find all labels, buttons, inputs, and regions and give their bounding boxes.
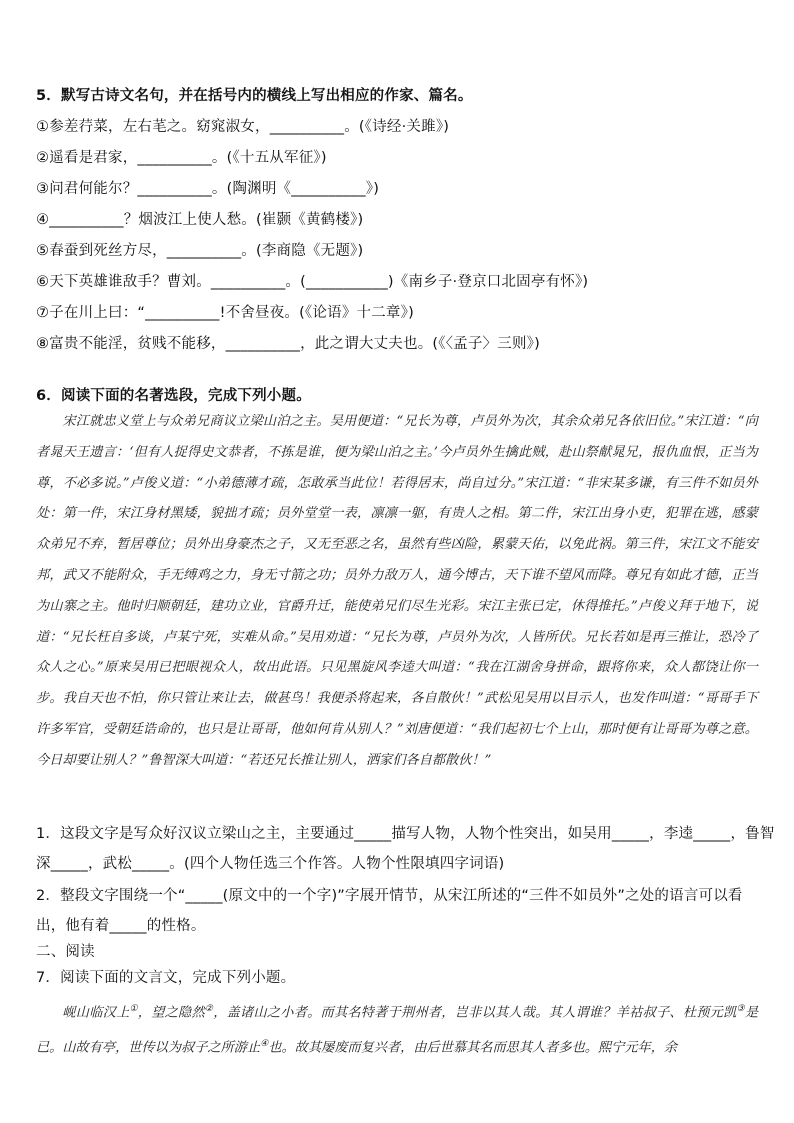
q5-line-6: ⑥天下英雄谁敌手？曹刘。__________。(___________)《南乡子·登京口北固亭有怀》) <box>36 274 589 290</box>
q5-line-8: ⑧富贵不能淫，贫贱不能移，__________，此之谓大丈夫也。(《〈孟子〉三则》) <box>36 336 540 352</box>
section-heading: 二、阅读 <box>36 944 95 960</box>
q6-passage <box>36 407 758 777</box>
q7-passage <box>36 994 758 1064</box>
q5-line-1: ①参差荇菜，左右芼之。窈窕淑女，__________。(《诗经·关雎》) <box>36 119 450 135</box>
note-2: ② <box>204 1004 214 1014</box>
q6-sub1-line-2: 深_____，武松_____。(四个人物任选三个作答。人物个性限填四字词语) <box>36 856 505 872</box>
q5-line-5: ⑤春蚕到死丝方尽，__________。(李商隐《无题》) <box>36 243 364 259</box>
q6-sub1-line-1: 1．这段文字是写众好汉议立梁山之主，主要通过_____描写人物，人物个性突出，如吴用_____，李逵_____，鲁智 <box>36 826 775 842</box>
q7-text-5: 也。故其屡废而复兴者，由后世慕其名而思其人者多也。熙宁元年，余 <box>268 1040 678 1056</box>
note-1: ① <box>129 1004 138 1014</box>
q5-line-4: ④__________？烟波江上使人愁。(崔颢《黄鹤楼》) <box>36 212 364 228</box>
q6-sub2-line-1: 2．整段文字围绕一个“_____(原文中的一个字)”字展开情节，从宋江所述的“三件不如员外”之处的语言可以看 <box>36 888 743 904</box>
note-4: ④ <box>260 1039 269 1050</box>
q5-title: 5．默写古诗文名句，并在括号内的横线上写出相应的作家、篇名。 <box>36 88 473 104</box>
q5-line-2: ②遥看是君家，__________。(《十五从军征》) <box>36 150 327 166</box>
q5-line-7: ⑦子在川上曰：“__________!不舍昼夜。(《论语》十二章》) <box>36 305 414 321</box>
q7-title: 7．阅读下面的文言文，完成下列小题。 <box>36 970 296 986</box>
note-3: ③ <box>736 1004 745 1014</box>
q7-passage-text <box>36 994 758 1064</box>
q6-title: 6．阅读下面的名著选段，完成下列小题。 <box>36 388 311 404</box>
q7-text-1: 岘山临汉上 <box>62 1005 130 1021</box>
q6-passage-text: 宋江就忠义堂上与众弟兄商议立梁山泊之主。吴用便道：“兄长为尊，卢员外为次，其余众弟兄各依旧位。”宋江道：“向者晁天王遗言：‘但有人捉得史文恭者，不拣是谁，便为梁山泊之主。’今卢员外生擒此贼，赴山祭献晁兄，报仇血恨，正当为尊，不必多说。”卢俊义道：“小弟德薄才疏，怎敢承当此位！若得居末，尚自过分。”宋江道：“非宋某多谦，有三件不如员外处：第一件，宋江身材黑矮，貌拙才疏；员外堂堂一表，凛凛一躯，有贵人之相。第二件，宋江出身小吏，犯罪在逃，感蒙众弟兄不弃，暂居尊位；员外出身豪杰之子，又无至恶之名，虽然有些凶险，累蒙天佑，以免此祸。第三件，宋江文不能安邦，武又不能附众，手无缚鸡之力，身无寸箭之功；员外力敌万人，通今博古，天下谁不望风而降。尊兄有如此才德，正当为山寨之主。他时归顺朝廷，建功立业，官爵升迁，能使弟兄们尽生光彩。宋江主张已定，休得推托。”卢俊义拜于地下，说道：“兄长枉自多谈，卢某宁死，实难从命。”吴用劝道：“兄长为尊，卢员外为次，人皆所伏。兄长若如是再三推让，恐冷了众人之心。”原来吴用已把眼视众人，故出此语。只见黑旋风李逵大叫道：“我在江湖舍身拼命，跟将你来，众人都饶让你一步。我自天也不怕，你只管让来让去，做甚鸟！我便杀将起来，各自散伙！”武松见吴用以目示人，也发作叫道：“哥哥手下许多军官，受朝廷诰命的，也只是让哥哥，他如何肯从别人？”刘唐便道：“我们起初七个上山，那时便有让哥哥为尊之意。今日却要让别人？”鲁智深大叫道：“若还兄长推让别人，洒家们各自都散伙！” <box>36 414 758 768</box>
q7-text-2: ，望之隐然 <box>137 1005 205 1021</box>
q7-text-3: ，盖诸山之小者。而其名特著于荆州者，岂非以其人哉。其人谓谁？羊祜叔子、杜预元凯 <box>213 1005 737 1021</box>
q6-sub2-line-2: 出，他有着_____的性格。 <box>36 918 206 934</box>
q7-text-4: 是已。山故有亭，世传以为叔子之所游止 <box>36 1005 759 1056</box>
q5-line-3: ③问君何能尔？__________。(陶渊明《__________》) <box>36 181 380 197</box>
